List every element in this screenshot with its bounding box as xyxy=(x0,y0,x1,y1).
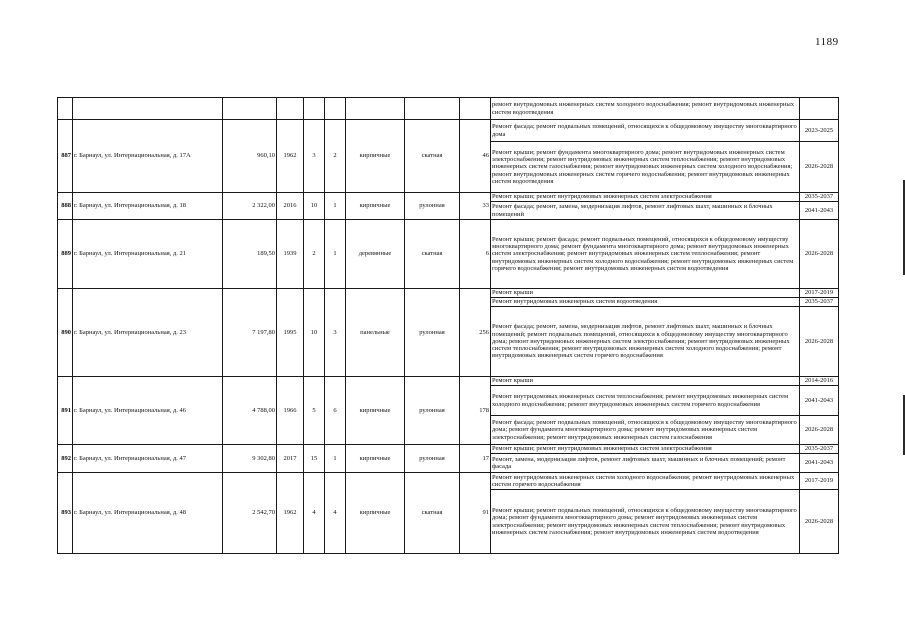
period-cell: 2017-2019 xyxy=(800,289,839,298)
table-row xyxy=(58,120,839,142)
floors-cell: 10 xyxy=(304,193,325,220)
row-number: 887 xyxy=(58,120,73,193)
roof-type-cell: рулонная xyxy=(405,289,460,377)
area-cell: 4 788,00 xyxy=(223,377,277,445)
year-built-cell: 1966 xyxy=(277,377,304,445)
table-body xyxy=(58,98,839,554)
floors-cell: 10 xyxy=(304,289,325,377)
work-description-cell: Ремонт крыши; ремонт внутридомовых инженерных систем электроснабжения xyxy=(491,445,800,454)
work-description-cell: Ремонт крыши xyxy=(491,289,800,298)
row-number: 893 xyxy=(58,473,73,554)
table-row xyxy=(58,193,839,202)
roof-type-cell: рулонная xyxy=(405,445,460,473)
entrances-cell xyxy=(325,98,346,120)
apartments-cell: 46 xyxy=(460,120,491,193)
period-cell: 2026-2028 xyxy=(800,220,839,289)
roof-type-cell: скатная xyxy=(405,220,460,289)
table-row xyxy=(58,377,839,386)
table-row xyxy=(58,289,839,298)
entrances-cell: 1 xyxy=(325,445,346,473)
table-row xyxy=(58,473,839,490)
wall-material-cell: кирпичные xyxy=(346,120,405,193)
repair-schedule-table xyxy=(57,97,839,554)
work-description-cell: Ремонт крыши xyxy=(491,377,800,386)
floors-cell: 4 xyxy=(304,473,325,554)
area-cell: 2 322,00 xyxy=(223,193,277,220)
period-cell: 2026-2028 xyxy=(800,416,839,445)
period-cell: 2026-2028 xyxy=(800,142,839,193)
wall-material-cell: деревянные xyxy=(346,220,405,289)
row-number: 888 xyxy=(58,193,73,220)
work-description-cell: Ремонт крыши; ремонт фасада; ремонт подвальных помещений, относящихся к общедомовому имуществу многоквартирного дома; ремонт фундамента многоквартирного дома; ремонт внутридомовых инженерных систем электроснабжения; ремонт внутридомовых инженерных систем теплоснабжения; ремонт внутридомовых инженерных систем холодного водоснабжения; ремонт внутридомовых инженерных систем горячего водоснабжения; ремонт внутридомовых инженерных систем водоотведения xyxy=(491,220,800,289)
year-built-cell: 2016 xyxy=(277,193,304,220)
work-description-cell: Ремонт фасада; ремонт подвальных помещений, относящихся к общедомовому имуществу многоквартирного дома xyxy=(491,120,800,142)
address-cell: г. Барнаул, ул. Интернациональная, д. 47 xyxy=(73,445,223,473)
area-cell: 7 197,80 xyxy=(223,289,277,377)
period-cell: 2041-2043 xyxy=(800,202,839,220)
floors-cell: 15 xyxy=(304,445,325,473)
address-cell: г. Барнаул, ул. Интернациональная, д. 23 xyxy=(73,289,223,377)
area-cell xyxy=(223,98,277,120)
period-cell: 2026-2028 xyxy=(800,490,839,554)
roof-type-cell: скатная xyxy=(405,120,460,193)
year-built-cell xyxy=(277,98,304,120)
roof-type-cell: рулонная xyxy=(405,377,460,445)
address-cell: г. Барнаул, ул. Интернациональная, д. 18 xyxy=(73,193,223,220)
apartments-cell: 6 xyxy=(460,220,491,289)
period-cell: 2041-2043 xyxy=(800,386,839,416)
entrances-cell: 6 xyxy=(325,377,346,445)
apartments-cell: 91 xyxy=(460,473,491,554)
floors-cell: 5 xyxy=(304,377,325,445)
wall-material-cell: кирпичные xyxy=(346,193,405,220)
wall-material-cell xyxy=(346,98,405,120)
year-built-cell: 1962 xyxy=(277,473,304,554)
work-description-cell: ремонт внутридомовых инженерных систем холодного водоснабжения; ремонт внутридомовых инженерных систем водоотведения xyxy=(491,98,800,120)
period-cell xyxy=(800,98,839,120)
wall-material-cell: панельные xyxy=(346,289,405,377)
work-description-cell: Ремонт, замена, модернизация лифтов, ремонт лифтовых шахт, машинных и блочных помещений; ремонт фасада xyxy=(491,454,800,473)
wall-material-cell: кирпичные xyxy=(346,377,405,445)
address-cell: г. Барнаул, ул. Интернациональная, д. 46 xyxy=(73,377,223,445)
roof-type-cell: рулонная xyxy=(405,193,460,220)
apartments-cell: 178 xyxy=(460,377,491,445)
row-number: 889 xyxy=(58,220,73,289)
address-cell: г. Барнаул, ул. Интернациональная, д. 48 xyxy=(73,473,223,554)
area-cell: 960,10 xyxy=(223,120,277,193)
apartments-cell xyxy=(460,98,491,120)
entrances-cell: 1 xyxy=(325,193,346,220)
work-description-cell: Ремонт внутридомовых инженерных систем теплоснабжения; ремонт внутридомовых инженерных систем холодного водоснабжения; ремонт внутридомовых инженерных систем горячего водоснабжения xyxy=(491,386,800,416)
period-cell: 2017-2019 xyxy=(800,473,839,490)
row-number: 891 xyxy=(58,377,73,445)
table-row xyxy=(58,445,839,454)
entrances-cell: 3 xyxy=(325,289,346,377)
floors-cell: 3 xyxy=(304,120,325,193)
period-cell: 2014-2016 xyxy=(800,377,839,386)
floors-cell xyxy=(304,98,325,120)
entrances-cell: 2 xyxy=(325,120,346,193)
period-cell: 2035-2037 xyxy=(800,298,839,307)
work-description-cell: Ремонт фасада; ремонт, замена, модернизация лифтов, ремонт лифтовых шахт, машинных и блочных помещений xyxy=(491,202,800,220)
roof-type-cell: скатная xyxy=(405,473,460,554)
year-built-cell: 1995 xyxy=(277,289,304,377)
wall-material-cell: кирпичные xyxy=(346,473,405,554)
year-built-cell: 2017 xyxy=(277,445,304,473)
work-description-cell: Ремонт фасада; ремонт, замена, модернизация лифтов, ремонт лифтовых шахт, машинных и блочных помещений; ремонт подвальных помещений, относящихся к общедомовому имуществу многоквартирного дома; ремонт внутридомовых инженерных систем электроснабжения; ремонт внутридомовых инженерных систем теплоснабжения; ремонт внутридомовых инженерных систем холодного водоснабжения; ремонт внутридомовых инженерных систем горячего водоснабжения xyxy=(491,307,800,377)
work-description-cell: Ремонт крыши; ремонт внутридомовых инженерных систем электроснабжения xyxy=(491,193,800,202)
address-cell: г. Барнаул, ул. Интернациональная, д. 21 xyxy=(73,220,223,289)
wall-material-cell: кирпичные xyxy=(346,445,405,473)
area-cell: 9 302,80 xyxy=(223,445,277,473)
roof-type-cell xyxy=(405,98,460,120)
table-row xyxy=(58,98,839,120)
row-number: 892 xyxy=(58,445,73,473)
year-built-cell: 1939 xyxy=(277,220,304,289)
work-description-cell: Ремонт фасада; ремонт подвальных помещений, относящихся к общедомовому имуществу многоквартирного дома; ремонт фундамента многоквартирного дома; ремонт внутридомовых инженерных систем электроснабжения; ремонт внутридомовых инженерных систем газоснабжения xyxy=(491,416,800,445)
apartments-cell: 17 xyxy=(460,445,491,473)
row-number xyxy=(58,98,73,120)
work-description-cell: Ремонт внутридомовых инженерных систем холодного водоснабжения; ремонт внутридомовых инженерных систем горячего водоснабжения xyxy=(491,473,800,490)
work-description-cell: Ремонт крыши; ремонт фундамента многоквартирного дома; ремонт внутридомовых инженерных систем электроснабжения; ремонт внутридомовых инженерных систем теплоснабжения; ремонт внутридомовых инженерных систем газоснабжения; ремонт внутридомовых инженерных систем холодного водоснабжения; ремонт внутридомовых инженерных систем горячего водоснабжения; ремонт внутридомовых инженерных систем водоотведения xyxy=(491,142,800,193)
entrances-cell: 1 xyxy=(325,220,346,289)
work-description-cell: Ремонт внутридомовых инженерных систем водоотведения xyxy=(491,298,800,307)
period-cell: 2035-2037 xyxy=(800,445,839,454)
address-cell: г. Барнаул, ул. Интернациональная, д. 17А xyxy=(73,120,223,193)
period-cell: 2035-2037 xyxy=(800,193,839,202)
area-cell: 2 542,70 xyxy=(223,473,277,554)
floors-cell: 2 xyxy=(304,220,325,289)
period-cell: 2026-2028 xyxy=(800,307,839,377)
address-cell xyxy=(73,98,223,120)
apartments-cell: 256 xyxy=(460,289,491,377)
apartments-cell: 33 xyxy=(460,193,491,220)
table-row xyxy=(58,220,839,289)
year-built-cell: 1962 xyxy=(277,120,304,193)
row-number: 890 xyxy=(58,289,73,377)
page-number: 1189 xyxy=(815,36,839,48)
entrances-cell: 4 xyxy=(325,473,346,554)
work-description-cell: Ремонт крыши; ремонт подвальных помещений, относящихся к общедомовому имуществу многоквартирного дома; ремонт фундамента многоквартирного дома; ремонт внутридомовых инженерных систем электроснабжения; ремонт внутридомовых инженерных систем теплоснабжения; ремонт внутридомовых инженерных систем газоснабжения; ремонт внутридомовых инженерных систем водоотведения xyxy=(491,490,800,554)
area-cell: 189,50 xyxy=(223,220,277,289)
period-cell: 2023-2025 xyxy=(800,120,839,142)
period-cell: 2041-2043 xyxy=(800,454,839,473)
